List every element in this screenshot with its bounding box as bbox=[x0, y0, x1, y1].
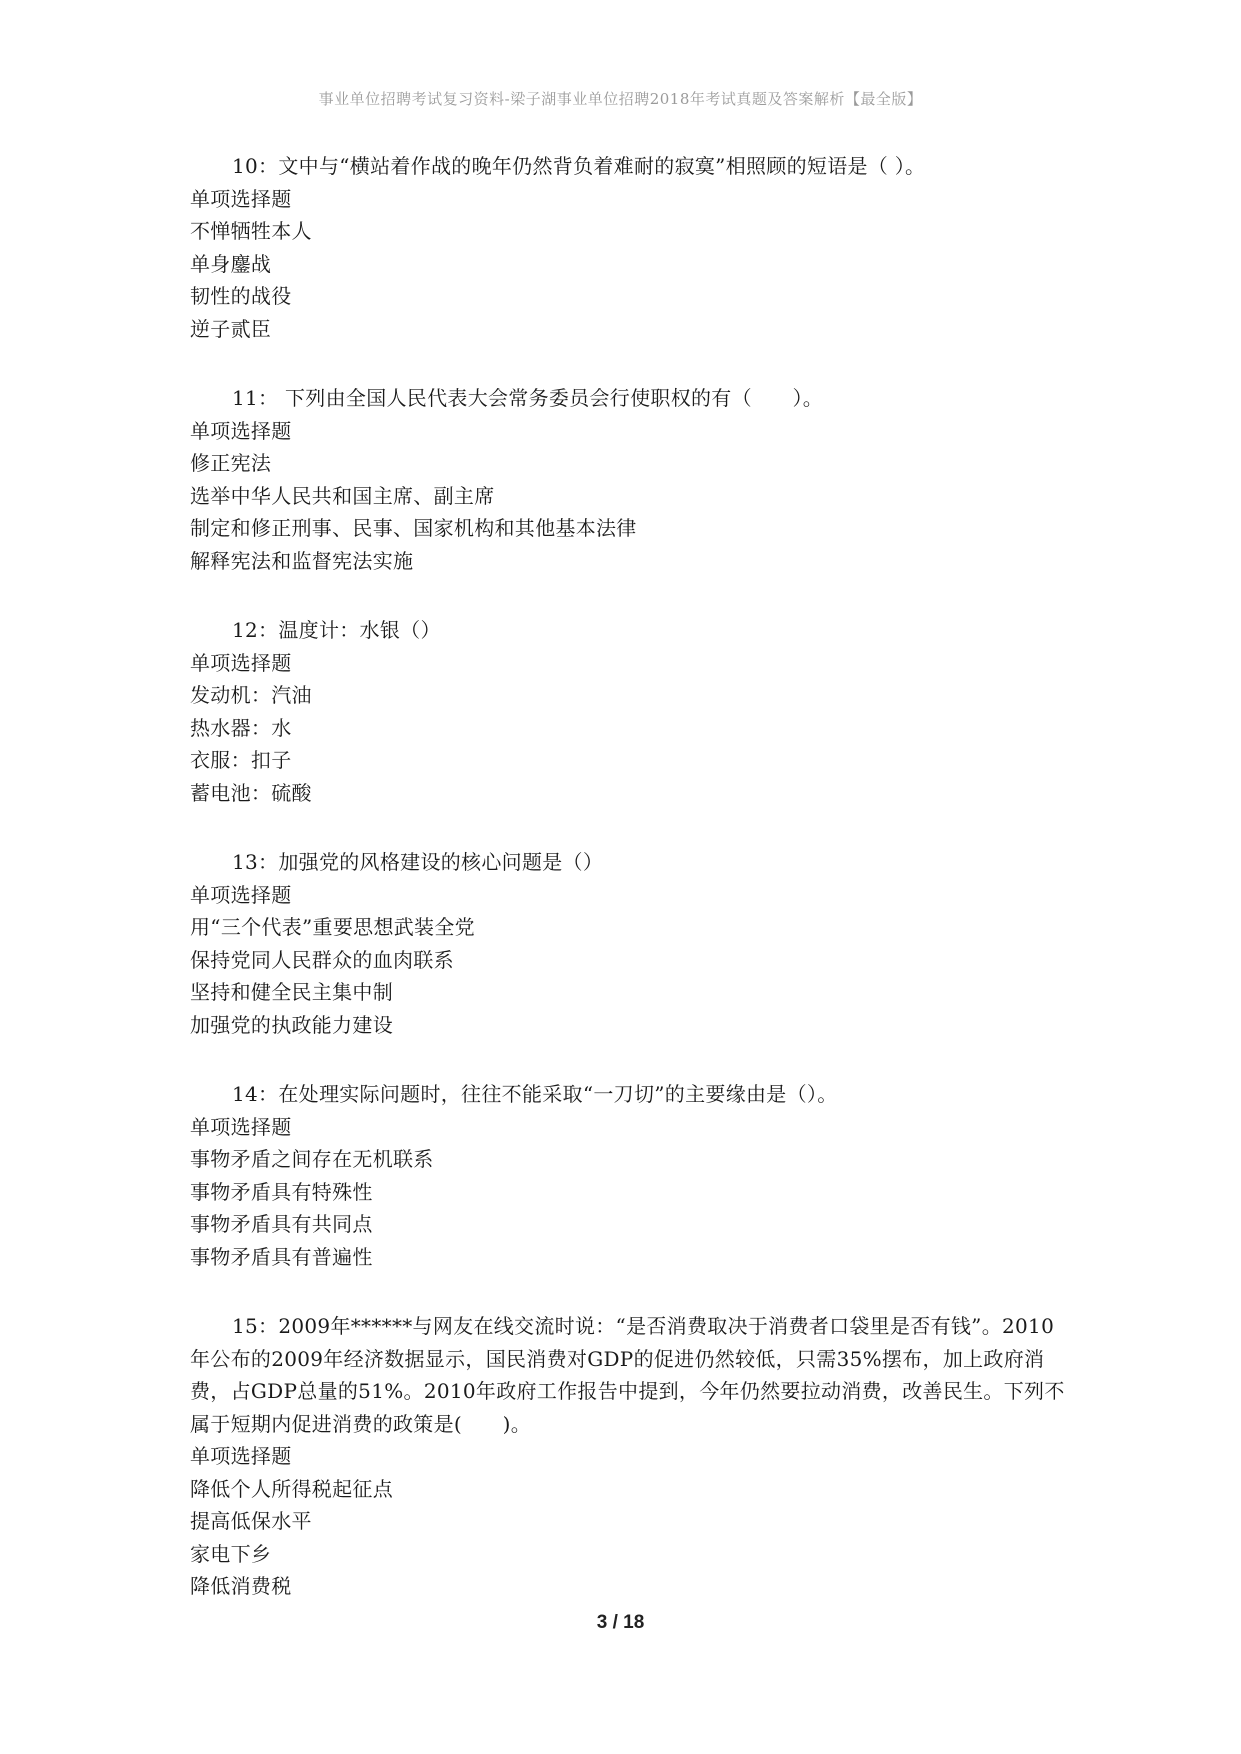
option-a: 修正宪法 bbox=[190, 451, 272, 475]
question-type: 单项选择题 bbox=[190, 418, 292, 443]
option-b: 热水器：水 bbox=[190, 715, 292, 740]
question-type: 单项选择题 bbox=[190, 1114, 292, 1139]
question-10 bbox=[190, 150, 1070, 345]
option-b: 事物矛盾具有特殊性 bbox=[190, 1179, 373, 1204]
option-a: 用“三个代表”重要思想武装全党 bbox=[190, 915, 475, 939]
question-text: 15：2009年******与网友在线交流时说：“是否消费取决于消费者口袋里是否有钱”。2010年公布的2009年经济数据显示，国民消费对GDP的促进仍然较低，只需35%摆布，加上政府消费，占GDP总量的51%。2010年政府工作报告中提到，今年仍然要拉动消费，改善民生。下列不属于短期内促进消费的政策是( )。 bbox=[190, 1314, 1065, 1436]
option-c: 家电下乡 bbox=[190, 1541, 272, 1566]
option-c: 衣服：扣子 bbox=[190, 748, 292, 772]
question-12 bbox=[190, 614, 1070, 809]
option-d: 加强党的执政能力建设 bbox=[190, 1012, 393, 1037]
option-b: 保持党同人民群众的血肉联系 bbox=[190, 947, 454, 972]
question-14 bbox=[190, 1078, 1070, 1273]
question-type: 单项选择题 bbox=[190, 650, 292, 675]
question-text: 14：在处理实际问题时，往往不能采取“一刀切”的主要缘由是（）。 bbox=[232, 1082, 838, 1106]
question-text: 13：加强党的风格建设的核心问题是（） bbox=[232, 850, 604, 874]
question-15 bbox=[190, 1310, 1070, 1603]
option-d: 蓄电池：硫酸 bbox=[190, 780, 312, 805]
option-d: 解释宪法和监督宪法实施 bbox=[190, 548, 414, 573]
page-number: 3 / 18 bbox=[596, 1612, 645, 1633]
option-a: 发动机：汽油 bbox=[190, 683, 312, 707]
option-c: 韧性的战役 bbox=[190, 284, 292, 308]
option-b: 单身鏖战 bbox=[190, 251, 272, 276]
option-a: 降低个人所得税起征点 bbox=[190, 1476, 393, 1501]
option-d: 事物矛盾具有普遍性 bbox=[190, 1244, 373, 1269]
option-d: 降低消费税 bbox=[190, 1574, 292, 1598]
option-b: 提高低保水平 bbox=[190, 1509, 312, 1533]
question-list bbox=[190, 150, 1070, 1640]
question-type: 单项选择题 bbox=[190, 1444, 292, 1468]
option-c: 事物矛盾具有共同点 bbox=[190, 1212, 373, 1236]
option-c: 坚持和健全民主集中制 bbox=[190, 980, 393, 1004]
question-text: 11： 下列由全国人民代表大会常务委员会行使职权的有（ ）。 bbox=[232, 386, 824, 410]
option-a: 事物矛盾之间存在无机联系 bbox=[190, 1147, 434, 1171]
option-c: 制定和修正刑事、民事、国家机构和其他基本法律 bbox=[190, 516, 637, 540]
question-text: 12：温度计：水银（） bbox=[232, 618, 441, 642]
question-13 bbox=[190, 846, 1070, 1041]
question-type: 单项选择题 bbox=[190, 882, 292, 907]
option-a: 不惮牺牲本人 bbox=[190, 219, 312, 243]
question-11 bbox=[190, 382, 1070, 577]
question-type: 单项选择题 bbox=[190, 186, 292, 211]
option-b: 选举中华人民共和国主席、副主席 bbox=[190, 483, 495, 508]
page-header: 事业单位招聘考试复习资料-梁子湖事业单位招聘2018年考试真题及答案解析【最全版】 bbox=[318, 90, 923, 108]
option-d: 逆子贰臣 bbox=[190, 316, 272, 341]
question-text: 10：文中与“横站着作战的晚年仍然背负着难耐的寂寞”相照顾的短语是（ ）。 bbox=[232, 154, 926, 178]
